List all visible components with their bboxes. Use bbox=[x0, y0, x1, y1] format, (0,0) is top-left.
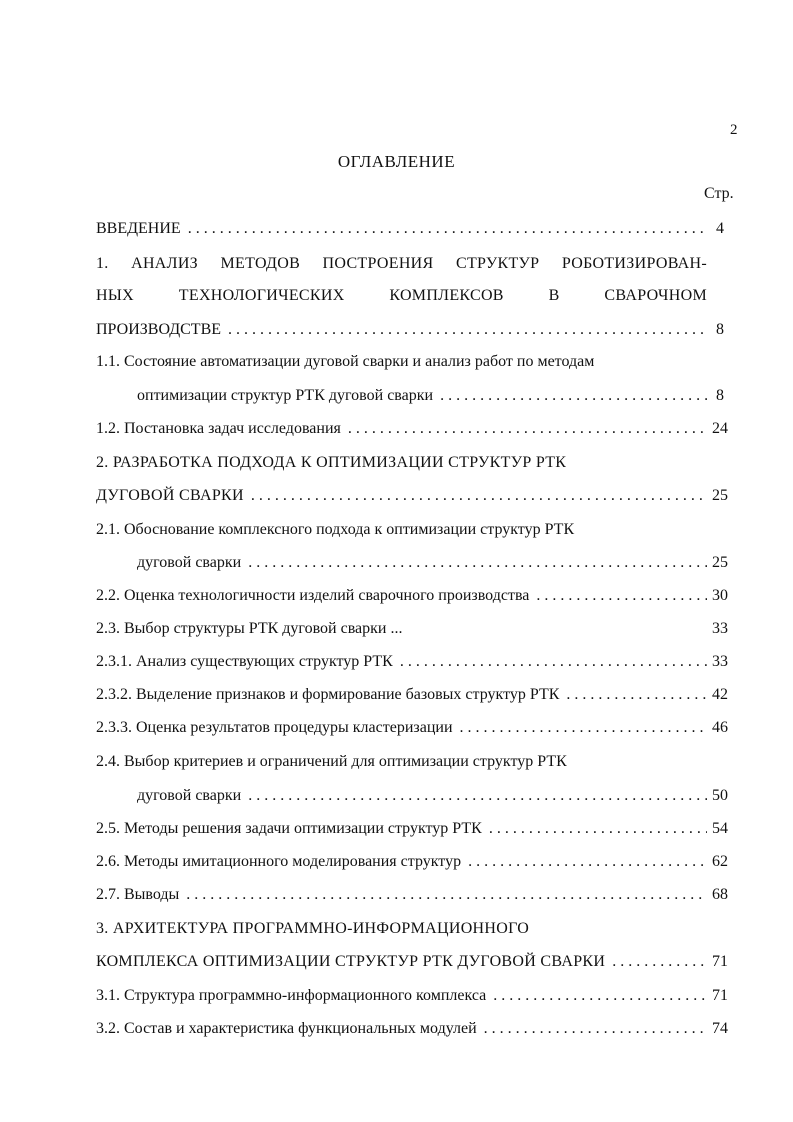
toc-entry-text: 3.2. Состав и характеристика функциональных модулей bbox=[96, 1020, 477, 1037]
toc-entry-text: 1.1. Состояние автоматизации дуговой сварки и анализ работ по методам bbox=[96, 353, 595, 370]
toc-entry bbox=[96, 520, 707, 540]
toc-entry bbox=[96, 652, 707, 672]
toc-entry-text: 2.1. Обоснование комплексного подхода к оптимизации структур РТК bbox=[96, 521, 575, 538]
toc-entry-text: 1. АНАЛИЗ МЕТОДОВ ПОСТРОЕНИЯ СТРУКТУР РОБОТИЗИРОВАН- bbox=[96, 255, 707, 272]
toc-entry-page: 33 bbox=[712, 653, 728, 670]
toc-entry bbox=[96, 986, 707, 1006]
toc-entry-text: 2.4. Выбор критериев и ограничений для оптимизации структур РТК bbox=[96, 753, 567, 770]
toc-entry bbox=[96, 852, 707, 872]
toc-entry bbox=[137, 553, 707, 573]
page-number: 2 bbox=[730, 122, 738, 138]
toc-entry-text: НЫХ ТЕХНОЛОГИЧЕСКИХ КОМПЛЕКСОВ В СВАРОЧНОМ bbox=[96, 287, 707, 304]
toc-entry-text: 3. АРХИТЕКТУРА ПРОГРАММНО-ИНФОРМАЦИОННОГО bbox=[96, 920, 530, 937]
toc-entry-page: 4 bbox=[716, 220, 724, 237]
toc-entry-page: 42 bbox=[712, 686, 728, 703]
toc-entry-page: 8 bbox=[716, 387, 724, 404]
toc-entry-text: 3.1. Структура программно-информационного комплекса bbox=[96, 987, 487, 1004]
toc-entry-text: 2. РАЗРАБОТКА ПОДХОДА К ОПТИМИЗАЦИИ СТРУКТУР РТК bbox=[96, 454, 567, 471]
toc-entry bbox=[137, 386, 707, 406]
toc-entry-text: ПРОИЗВОДСТВЕ bbox=[96, 321, 222, 338]
toc-entry bbox=[96, 685, 707, 705]
toc-entry bbox=[96, 352, 707, 372]
toc-entry bbox=[96, 453, 707, 473]
toc-entry-page: 62 bbox=[712, 853, 728, 870]
toc-entry-text: ВВЕДЕНИЕ bbox=[96, 220, 181, 237]
toc-entry bbox=[96, 919, 707, 939]
toc-entry-page: 68 bbox=[712, 886, 728, 903]
toc-entry bbox=[96, 1019, 707, 1039]
toc-entry-text: КОМПЛЕКСА ОПТИМИЗАЦИИ СТРУКТУР РТК ДУГОВОЙ СВАРКИ bbox=[96, 953, 606, 970]
toc-entry bbox=[137, 786, 707, 806]
toc-entry-text: дуговой сварки bbox=[137, 554, 242, 571]
toc-entry bbox=[96, 819, 707, 839]
toc-entry-page: 74 bbox=[712, 1020, 728, 1037]
toc-entry bbox=[96, 219, 707, 239]
toc-entry-text: оптимизации структур РТК дуговой сварки bbox=[137, 387, 434, 404]
toc-entry bbox=[96, 486, 707, 506]
toc-entry-page: 54 bbox=[712, 820, 728, 837]
toc-entry bbox=[96, 752, 707, 772]
toc-entry-page: 50 bbox=[712, 787, 728, 804]
toc-entry bbox=[96, 586, 707, 606]
toc-entry-page: 71 bbox=[712, 953, 728, 970]
toc-entry-page: 46 bbox=[712, 719, 728, 736]
toc-entry-text: 1.2. Постановка задач исследования bbox=[96, 420, 341, 437]
toc-entry-text: 2.6. Методы имитационного моделирования структур bbox=[96, 853, 462, 870]
toc-entry-text: 2.7. Выводы bbox=[96, 886, 180, 903]
toc-entry-page: 25 bbox=[712, 487, 728, 504]
toc-entry bbox=[96, 718, 707, 738]
toc-entry-text: 2.3. Выбор структуры РТК дуговой сварки ... bbox=[96, 620, 403, 637]
toc-entry-text: дуговой сварки bbox=[137, 787, 242, 804]
toc-entry bbox=[96, 320, 707, 340]
toc-entry bbox=[96, 885, 707, 905]
toc-entry-page: 25 bbox=[712, 554, 728, 571]
toc-entry-page: 24 bbox=[712, 420, 728, 437]
toc-entry-text: 2.3.1. Анализ существующих структур РТК bbox=[96, 653, 393, 670]
page-title: ОГЛАВЛЕНИЕ bbox=[337, 152, 456, 171]
toc-entry-page: 71 bbox=[712, 987, 728, 1004]
toc-entry-text: 2.2. Оценка технологичности изделий сварочного производства bbox=[96, 587, 530, 604]
toc-entry bbox=[96, 419, 707, 439]
page-column-header: Стр. bbox=[704, 185, 734, 202]
toc-entry-page: 30 bbox=[712, 587, 728, 604]
toc-entry-text: 2.3.3. Оценка результатов процедуры кластеризации bbox=[96, 719, 453, 736]
toc-entry bbox=[96, 286, 707, 306]
toc-entry bbox=[96, 619, 707, 639]
toc-entry bbox=[96, 254, 707, 274]
toc-entry-page: 33 bbox=[712, 620, 728, 637]
toc-entry bbox=[96, 952, 707, 972]
toc-entry-text: 2.3.2. Выделение признаков и формирование базовых структур РТК bbox=[96, 686, 560, 703]
toc-entry-text: 2.5. Методы решения задачи оптимизации структур РТК bbox=[96, 820, 482, 837]
toc-entry-page: 8 bbox=[716, 321, 724, 338]
toc-entry-text: ДУГОВОЙ СВАРКИ bbox=[96, 487, 244, 504]
